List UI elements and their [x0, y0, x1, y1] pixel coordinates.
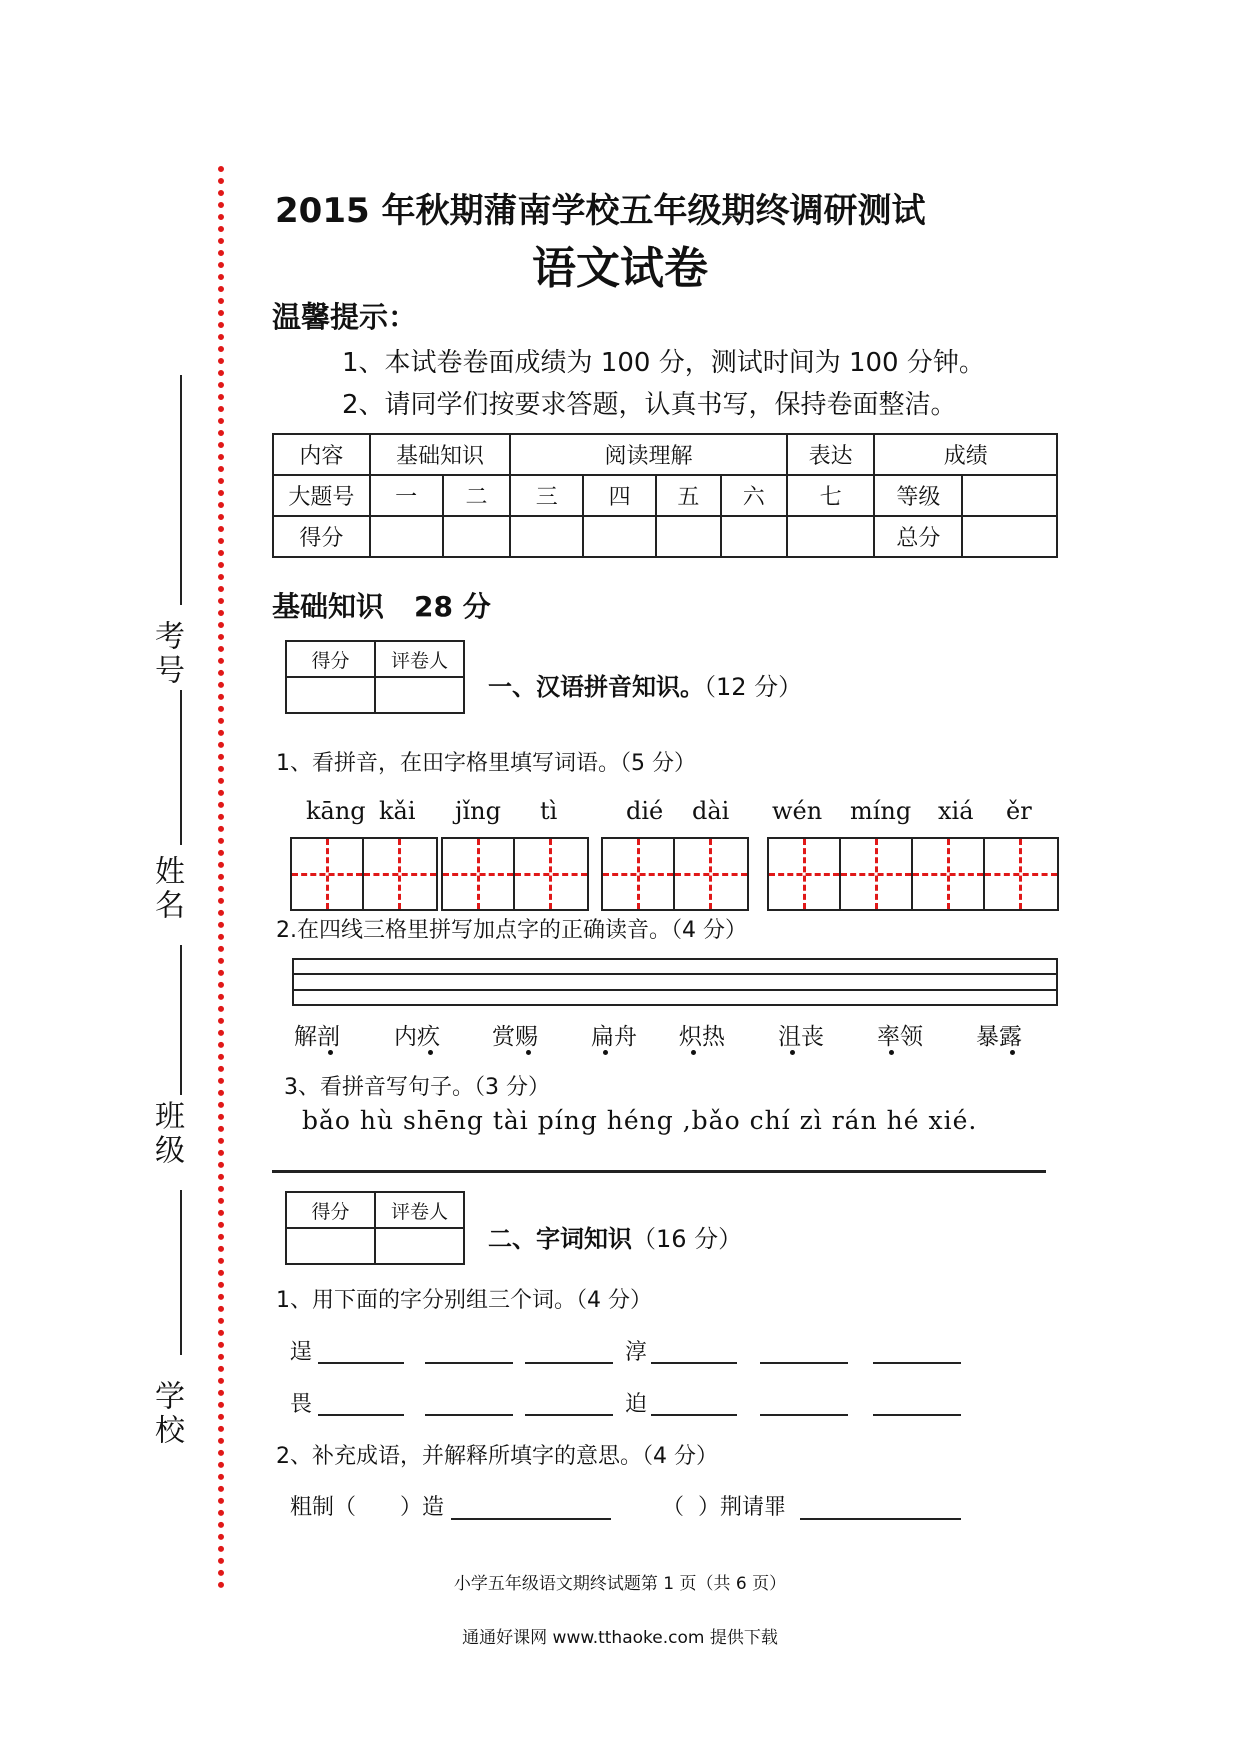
- idiom-1-suffix: ）造: [400, 1495, 445, 1520]
- exam-no-line: [180, 375, 182, 605]
- tianzi-cell[interactable]: [292, 839, 364, 909]
- score-table: [272, 433, 1058, 558]
- tianzi-cell[interactable]: [515, 839, 587, 909]
- exam-title: 2015 年秋期蒲南学校五年级期终调研测试: [275, 191, 926, 231]
- question-6: 六: [721, 475, 787, 516]
- emphasis-dot: [603, 1050, 608, 1055]
- header-basic: 基础知识: [370, 434, 511, 475]
- word-1: 解剖: [294, 1024, 340, 1050]
- pinyin-6: dài: [692, 797, 730, 825]
- tianzi-cell[interactable]: [364, 839, 436, 909]
- score-cell-2[interactable]: [443, 516, 511, 557]
- header-content: 内容: [273, 434, 370, 475]
- part1-q3: 3、看拼音写句子。（3 分）: [284, 1075, 550, 1100]
- tianzi-grid-1[interactable]: [290, 837, 438, 911]
- part2-q1: 1、用下面的字分别组三个词。（4 分）: [276, 1288, 652, 1313]
- blank[interactable]: [760, 1362, 848, 1364]
- header-expression: 表达: [787, 434, 875, 475]
- blank[interactable]: [318, 1362, 404, 1364]
- word-2: 内疚: [394, 1024, 440, 1050]
- total-cell[interactable]: [962, 516, 1057, 557]
- header-result: 成绩: [874, 434, 1057, 475]
- school-label: 学校: [149, 1380, 184, 1448]
- grader-name-cell[interactable]: [375, 1228, 464, 1264]
- blank[interactable]: [318, 1414, 404, 1416]
- word-4: 扁舟: [591, 1024, 637, 1050]
- pinyin-8: míng: [850, 797, 912, 825]
- score-cell-4[interactable]: [583, 516, 656, 557]
- pinyin-5: dié: [626, 797, 664, 825]
- char-3: 畏: [290, 1392, 313, 1417]
- idiom-2-prefix: （: [662, 1495, 685, 1520]
- score-cell-6[interactable]: [721, 516, 787, 557]
- four-line-grid[interactable]: [292, 958, 1058, 1006]
- tianzi-cell[interactable]: [841, 839, 913, 909]
- part2-title: 二、字词知识（16 分）: [488, 1225, 743, 1253]
- score-cell-3[interactable]: [510, 516, 583, 557]
- school-line-top: [180, 1190, 182, 1355]
- blank[interactable]: [651, 1362, 737, 1364]
- source-footer: 通通好课网 www.tthaoke.com 提供下载: [462, 1628, 778, 1648]
- part1-title: 一、汉语拼音知识。（12 分）: [488, 673, 803, 701]
- emphasis-dot: [328, 1050, 333, 1055]
- idiom-2-suffix: ）荆请罪: [698, 1495, 787, 1520]
- blank[interactable]: [651, 1414, 737, 1416]
- tianzi-cell[interactable]: [769, 839, 841, 909]
- class-line-top: [180, 945, 182, 1095]
- row-label-question: 大题号: [273, 475, 370, 516]
- question-7: 七: [787, 475, 875, 516]
- tips-heading: 温馨提示：: [272, 300, 418, 334]
- blank[interactable]: [425, 1414, 513, 1416]
- grader-score-cell[interactable]: [286, 1228, 375, 1264]
- char-2: 淳: [625, 1340, 648, 1365]
- idiom-1-blank[interactable]: [451, 1518, 611, 1520]
- word-7: 率领: [877, 1024, 923, 1050]
- tianzi-cell[interactable]: [603, 839, 675, 909]
- header-reading: 阅读理解: [510, 434, 786, 475]
- answer-line[interactable]: [272, 1170, 1046, 1173]
- score-cell-7[interactable]: [787, 516, 875, 557]
- tip-line-1: 1、本试卷卷面成绩为 100 分，测试时间为 100 分钟。: [342, 348, 985, 378]
- emphasis-dot: [1010, 1050, 1015, 1055]
- question-4: 四: [583, 475, 656, 516]
- char-4: 迫: [625, 1392, 648, 1417]
- tianzi-grid-2[interactable]: [441, 837, 589, 911]
- word-5: 炽热: [679, 1024, 725, 1050]
- blank[interactable]: [873, 1362, 961, 1364]
- emphasis-dot: [889, 1050, 894, 1055]
- class-label: 班级: [149, 1100, 184, 1168]
- word-6: 沮丧: [778, 1024, 824, 1050]
- page-footer: 小学五年级语文期终试题第 1 页（共 6 页）: [453, 1574, 787, 1594]
- score-cell-1[interactable]: [370, 516, 443, 557]
- grader-table-2: [285, 1191, 465, 1265]
- name-label: 姓名: [149, 855, 184, 923]
- question-3: 三: [510, 475, 583, 516]
- tip-line-2: 2、请同学们按要求答题，认真书写，保持卷面整洁。: [342, 390, 957, 420]
- grader-score-label: 得分: [286, 641, 375, 677]
- grader-name-label: 评卷人: [375, 1192, 464, 1228]
- idiom-2-blank[interactable]: [800, 1518, 961, 1520]
- tianzi-cell[interactable]: [675, 839, 747, 909]
- grader-score-label: 得分: [286, 1192, 375, 1228]
- name-line-top: [180, 690, 182, 845]
- score-cell-5[interactable]: [656, 516, 721, 557]
- blank[interactable]: [873, 1414, 961, 1416]
- pinyin-2: kǎi: [379, 797, 416, 825]
- part1-q1: 1、看拼音，在田字格里填写词语。（5 分）: [276, 751, 696, 776]
- question-1: 一: [370, 475, 443, 516]
- emphasis-dot: [526, 1050, 531, 1055]
- part2-q2: 2、补充成语，并解释所填字的意思。（4 分）: [276, 1444, 718, 1469]
- subject-title: 语文试卷: [532, 243, 708, 294]
- grade-label: 等级: [874, 475, 962, 516]
- grader-table-1: [285, 640, 465, 714]
- blank[interactable]: [525, 1362, 613, 1364]
- tianzi-grid-4[interactable]: [767, 837, 1059, 911]
- tianzi-cell[interactable]: [443, 839, 515, 909]
- word-3: 赏赐: [492, 1024, 538, 1050]
- emphasis-dot: [691, 1050, 696, 1055]
- blank[interactable]: [425, 1362, 513, 1364]
- row-label-score: 得分: [273, 516, 370, 557]
- part1-q2: 2.在四线三格里拼写加点字的正确读音。（4 分）: [276, 918, 747, 943]
- total-label: 总分: [874, 516, 962, 557]
- char-1: 逞: [290, 1340, 313, 1365]
- tianzi-cell[interactable]: [985, 839, 1057, 909]
- binding-line: [218, 166, 224, 1589]
- grader-name-cell[interactable]: [375, 677, 464, 713]
- emphasis-dot: [428, 1050, 433, 1055]
- idiom-1-prefix: 粗制（: [290, 1495, 357, 1520]
- question-2: 二: [443, 475, 511, 516]
- exam-no-label: 考号: [149, 620, 184, 688]
- tianzi-cell[interactable]: [913, 839, 985, 909]
- blank[interactable]: [525, 1414, 613, 1416]
- pinyin-7: wén: [772, 797, 823, 825]
- pinyin-sentence: bǎo hù shēng tài píng héng ,bǎo chí zì rán hé xié.: [302, 1106, 978, 1135]
- blank[interactable]: [760, 1414, 848, 1416]
- grader-name-label: 评卷人: [375, 641, 464, 677]
- section-basic-heading: 基础知识 28 分: [272, 590, 491, 623]
- grade-cell[interactable]: [962, 475, 1057, 516]
- pinyin-3: jǐng: [455, 797, 501, 825]
- question-5: 五: [656, 475, 721, 516]
- grader-score-cell[interactable]: [286, 677, 375, 713]
- pinyin-1: kāng: [306, 797, 366, 825]
- emphasis-dot: [790, 1050, 795, 1055]
- tianzi-grid-3[interactable]: [601, 837, 749, 911]
- word-8: 暴露: [976, 1024, 1022, 1050]
- pinyin-9: xiá: [938, 797, 974, 825]
- pinyin-10: ěr: [1006, 797, 1032, 825]
- pinyin-4: tì: [540, 797, 558, 825]
